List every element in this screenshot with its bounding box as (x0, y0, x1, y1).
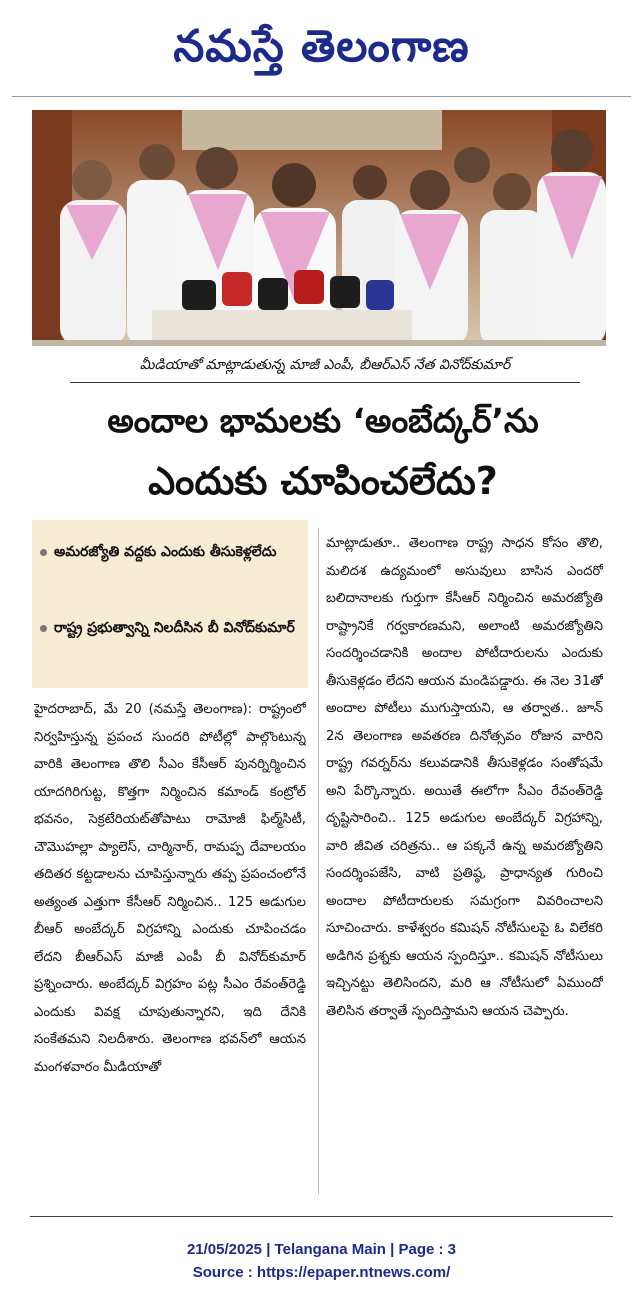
page-footer (0, 1238, 643, 1284)
photo-caption: మీడియాతో మాట్లాడుతున్న మాజీ ఎంపీ, బీఆర్‌ఎస్ నేత వినోద్‌కుమార్ (139, 357, 511, 373)
bullet-icon (40, 549, 47, 556)
highlight-item: అమరజ్యోతి వద్దకు ఎందుకు తీసుకెళ్లలేదు (54, 538, 300, 566)
news-photo (32, 110, 606, 346)
caption-underline (70, 382, 580, 383)
highlight-item: రాష్ట్ర ప్రభుత్వాన్ని నిలదీసిన బీ వినోద్‌కుమార్ (54, 614, 300, 642)
headline-line-2: ఎందుకు చూపించలేదు? (148, 459, 498, 503)
masthead-divider (12, 96, 631, 97)
highlights-box (32, 520, 308, 688)
headline-line-1: అందాల భామలకు ‘అంబేద్కర్’ను (107, 401, 539, 440)
masthead-title: నమస్తే తెలంగాణ (173, 21, 470, 72)
article-column-right: మాట్లాడుతూ.. తెలంగాణ రాష్ట్ర సాధన కోసం తొలి, మలిదశ ఉద్యమంలో అసువులు బాసిన ఎందరో బలిదానాలకు గుర్తుగా కేసీఆర్ నిర్మించిన అమరజ్యోతి రాష్ట్రానికే గర్వకారణమని, అలాంటి అమరజ్యోతిని సందర్శించడానికి అందాల పోటీదారులను ఎందుకు తీసుకెళ్లడం లేదని ఆయన మండిపడ్డారు. ఈ నెల 31తో అందాల పోటీలు ముగుస్తాయని, ఆ తర్వాత.. జూన్ 2న తెలంగాణ అవతరణ దినోత్సవం రోజున వారిని రాష్ట్ర గవర్నర్‌ను కలువడానికి తీసుకెళ్లడం సంతోషమే అని పేర్కొన్నారు. అయితే ఈలోగా సీఎం రేవంత్‌రెడ్డి దృష్టిసారించి.. 125 అడుగుల అంబేద్కర్ విగ్రహాన్ని, వారి జీవిత చరిత్రను.. ఆ పక్కనే ఉన్న అమరజ్యోతిని సందర్శింపజేసి, వాటి ప్రతిష్ఠ, ప్రాధాన్యత గురించి అందాల పోటీదారులకు సమగ్రంగా వివరించాలని సూచించారు. కాళేశ్వరం కమిషన్ నోటీసులపై ఓ విలేకరి అడిగిన ప్రశ్నకు ఆయన స్పందిస్తూ.. కమిషన్ నోటీసులు ఇచ్చినట్టు తెలిసిందని, మరి ఆ నోటీసులో ఏముందో తెలిసిన తర్వాతే స్పందిస్తామని ఆయన చెప్పారు. (326, 536, 603, 1019)
newspaper-masthead (0, 4, 643, 90)
article-headline (28, 396, 618, 514)
footer-source-link[interactable]: Source : https://epaper.ntnews.com/ (192, 1264, 451, 1281)
column-divider (318, 528, 319, 1194)
footer-divider (30, 1216, 613, 1217)
bullet-icon (40, 625, 47, 632)
article-column-left: హైదరాబాద్, మే 20 (నమస్తే తెలంగాణ): రాష్ట్రంలో నిర్వహిస్తున్న ప్రపంచ సుందరి పోటీల్లో పాల్గొంటున్న వారికి తెలంగాణ తొలి సీఎం కేసీఆర్ పునర్నిర్మించిన యాదగిరిగుట్ట, కొత్తగా నిర్మించిన కమాండ్ కంట్రోల్ భవనం, సెక్రటేరియట్‌తోపాటు రామోజీ ఫిల్మ్‌సిటీ, చౌమొహల్లా ప్యాలెస్, చార్మినార్, రామప్ప దేవాలయం తదితర కట్టడాలను చూపిస్తున్నారు తప్ప ప్రపంచంలోనే అత్యంత ఎత్తుగా కేసీఆర్ నిర్మించిన.. 125 అడుగుల బీఆర్ అంబేద్కర్ విగ్రహాన్ని ఎందుకు చూపించడం లేదని బీఆర్‌ఎస్ మాజీ ఎంపీ బీ వినోద్‌కుమార్ ప్రశ్నించారు. అంబేద్కర్ విగ్రహం పట్ల సీఎం రేవంత్‌రెడ్డి ఎందుకు వివక్ష చూపుతున్నారని, ఇది దేనికి సంకేతమని నిలదీశారు. తెలంగాణ భవన్‌లో ఆయన మంగళవారం మీడియాతో (34, 702, 306, 1075)
footer-edition-info: 21/05/2025 | Telangana Main | Page : 3 (186, 1241, 457, 1258)
